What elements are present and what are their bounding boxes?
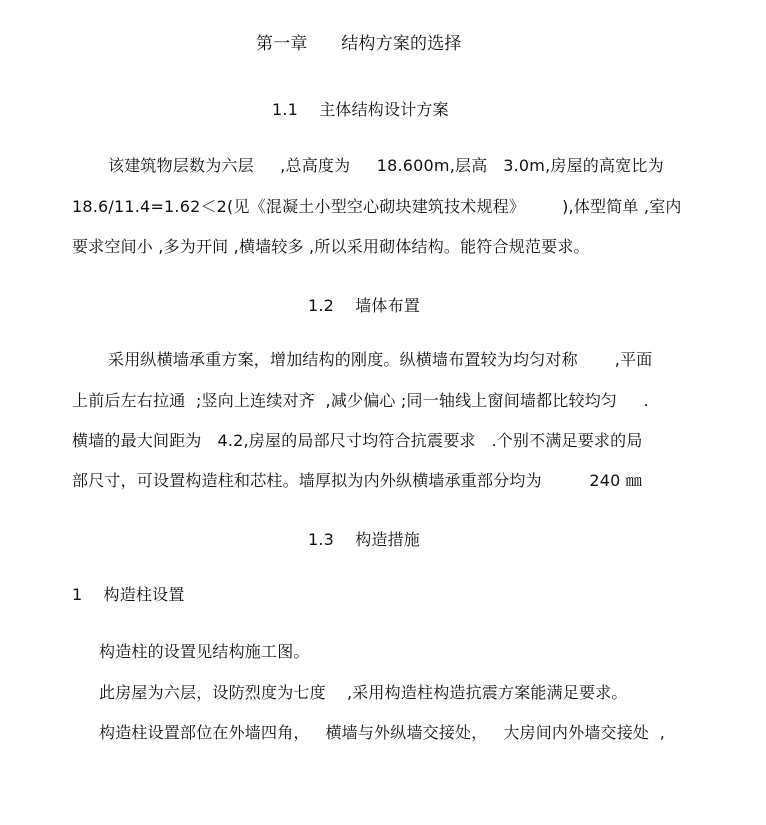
paragraph-line: 要求空间小 ,多为开间 ,横墙较多 ,所以采用砌体结构。能符合规范要求。: [72, 237, 590, 256]
paragraph-line: 横墙的最大间距为 4.2,房屋的局部尺寸均符合抗震要求 .个别不满足要求的局: [72, 431, 643, 450]
paragraph-line: 采用纵横墙承重方案，增加结构的刚度。纵横墙布置较为均匀对称 ,平面: [108, 350, 653, 369]
paragraph-line: 该建筑物层数为六层 ,总高度为 18.600m,层高 3.0m,房屋的高宽比为: [108, 156, 664, 175]
paragraph-line: 构造柱设置部位在外墙四角， 横墙与外纵墙交接处， 大房间内外墙交接处 ,: [99, 723, 665, 742]
subsection-heading: 1 构造柱设置: [72, 585, 185, 604]
section-heading-1-3: 1.3 构造措施: [308, 530, 420, 549]
paragraph-line: 18.6/11.4=1.62＜2(见《混凝土小型空心砌块建筑技术规程》 ),体型简单 ,室内: [72, 197, 682, 216]
paragraph-line: 构造柱的设置见结构施工图。: [99, 642, 310, 661]
section-heading-1-2: 1.2 墙体布置: [308, 296, 420, 315]
paragraph-line: 部尺寸，可设置构造柱和芯柱。墙厚拟为内外纵横墙承重部分均为 240 ㎜: [72, 471, 642, 490]
chapter-title: 第一章 结构方案的选择: [256, 34, 462, 54]
paragraph-line: 上前后左右拉通 ;竖向上连续对齐 ,减少偏心 ;同一轴线上窗间墙都比较均匀 .: [72, 391, 649, 410]
paragraph-line: 此房屋为六层，设防烈度为七度 ,采用构造柱构造抗震方案能满足要求。: [99, 683, 628, 702]
section-heading-1-1: 1.1 主体结构设计方案: [272, 100, 449, 119]
